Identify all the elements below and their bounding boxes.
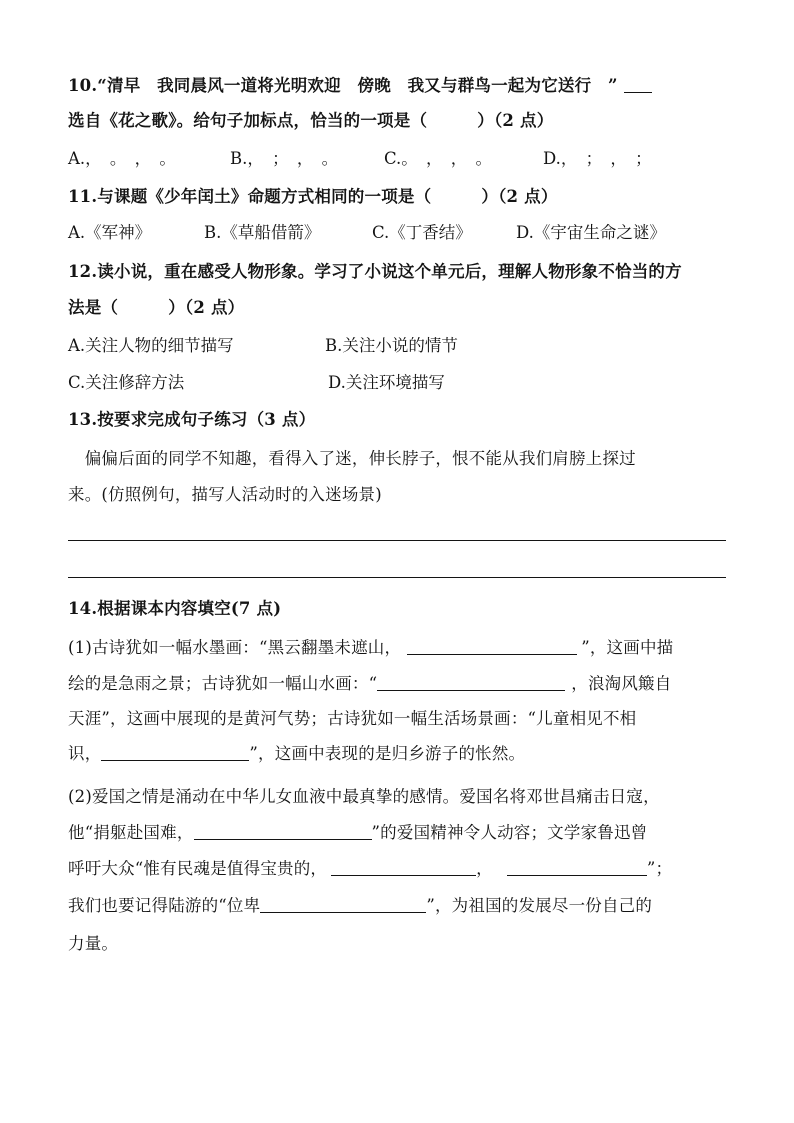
- q14-p2-text-c3: ”；: [646, 859, 673, 878]
- q14-p2-line1: (2)爱国之情是涌动在中华儿女血液中最真挚的感情。爱国名将邓世昌痛击日寇，: [68, 787, 660, 806]
- q11-line1: 11.与课题《少年闰土》命题方式相同的一项是（ ）（2 点）: [68, 187, 558, 206]
- q13-answer-line-2[interactable]: [68, 577, 726, 578]
- q14-p2-text-c1: 呼吁大众“惟有民魂是值得宝贵的，: [68, 859, 328, 878]
- q11-option-a[interactable]: A.《军神》: [68, 223, 152, 242]
- q14-blank-4[interactable]: [194, 822, 372, 840]
- q14-p1-text-a1: (1)古诗犹如一幅水墨画：“黑云翻墨未遮山，: [68, 638, 402, 657]
- q12-option-a[interactable]: A.关注人物的细节描写: [68, 336, 234, 355]
- q10-stem-text: 10.“清早 我同晨风一道将光明欢迎 傍晚 我又与群鸟一起为它送行 ”: [68, 76, 618, 95]
- q14-p1-text-d1: 识，: [68, 744, 102, 763]
- q14-p2-text-b2: ”的爱国精神令人动容；文学家鲁迅曾: [371, 823, 648, 842]
- q14-p1-text-d2: ”，这画中表现的是归乡游子的怅然。: [249, 744, 526, 763]
- q13-example-line2: 来。(仿照例句，描写人活动时的入迷场景): [68, 485, 382, 504]
- q11-option-c[interactable]: C.《丁香结》: [372, 223, 472, 242]
- q11-option-b[interactable]: B.《草船借箭》: [204, 223, 321, 242]
- q10-option-d[interactable]: D.， ； ， ；: [543, 149, 652, 168]
- q13-title: 13.按要求完成句子练习（3 点）: [68, 410, 316, 429]
- q14-title: 14.根据课本内容填空(7 点): [68, 599, 282, 618]
- q12-option-c[interactable]: C.关注修辞方法: [68, 373, 185, 392]
- q12-option-d[interactable]: D.关注环境描写: [328, 373, 445, 392]
- q14-blank-5[interactable]: [331, 858, 476, 876]
- q14-p2-text-b1: 他“捐躯赴国难，: [68, 823, 194, 842]
- q14-p2-text-c2: ，: [476, 859, 493, 878]
- q10-option-c[interactable]: C.。 ， ， 。: [384, 149, 493, 168]
- q12-line2: 法是（ ）（2 点）: [68, 298, 245, 317]
- q14-p2-line2: [68, 822, 647, 844]
- q10-option-b[interactable]: B.， ； ， 。: [230, 149, 339, 168]
- q10-option-a[interactable]: A.， 。 ， 。: [68, 149, 176, 168]
- q11-option-d[interactable]: D.《宇宙生命之谜》: [516, 223, 666, 242]
- q14-p2-text-d1: 我们也要记得陆游的“位卑: [68, 896, 261, 915]
- q12-option-b[interactable]: B.关注小说的情节: [325, 336, 458, 355]
- q14-p1-text-b1: 绘的是急雨之景；古诗犹如一幅山水画：“: [68, 674, 378, 693]
- q14-p2-line3: [68, 858, 672, 880]
- q12-line1: 12.读小说，重在感受人物形象。学习了小说这个单元后，理解人物形象不恰当的方: [68, 262, 682, 281]
- q10-line2: 选自《花之歌》。给句子加标点，恰当的一项是（ ）（2 点）: [68, 111, 554, 130]
- q10-blank[interactable]: [624, 75, 652, 93]
- q14-blank-2[interactable]: [377, 673, 565, 691]
- q14-p2-line4: [68, 895, 652, 917]
- q10-line1: [68, 75, 652, 97]
- q14-p1-text-b2: ，浪淘风簸自: [571, 674, 672, 693]
- q14-p2-text-d2: ”，为祖国的发展尽一份自己的: [426, 896, 653, 915]
- q14-p2-line5: 力量。: [68, 934, 119, 953]
- q14-p1-line1: [68, 637, 673, 659]
- q13-answer-line-1[interactable]: [68, 540, 726, 541]
- q14-p1-line4: [68, 743, 525, 765]
- q14-blank-6[interactable]: [507, 858, 647, 876]
- q14-p1-line2: [68, 673, 671, 695]
- q14-blank-3[interactable]: [101, 743, 249, 761]
- q14-p1-line3: 天涯”，这画中展现的是黄河气势；古诗犹如一幅生活场景画：“儿童相见不相: [68, 709, 637, 728]
- q13-example-line1: 偏偏后面的同学不知趣，看得入了迷，伸长脖子，恨不能从我们肩膀上探过: [68, 449, 636, 468]
- q14-p1-text-a2: ”，这画中描: [581, 638, 674, 657]
- q14-blank-7[interactable]: [260, 895, 426, 913]
- q14-blank-1[interactable]: [407, 637, 577, 655]
